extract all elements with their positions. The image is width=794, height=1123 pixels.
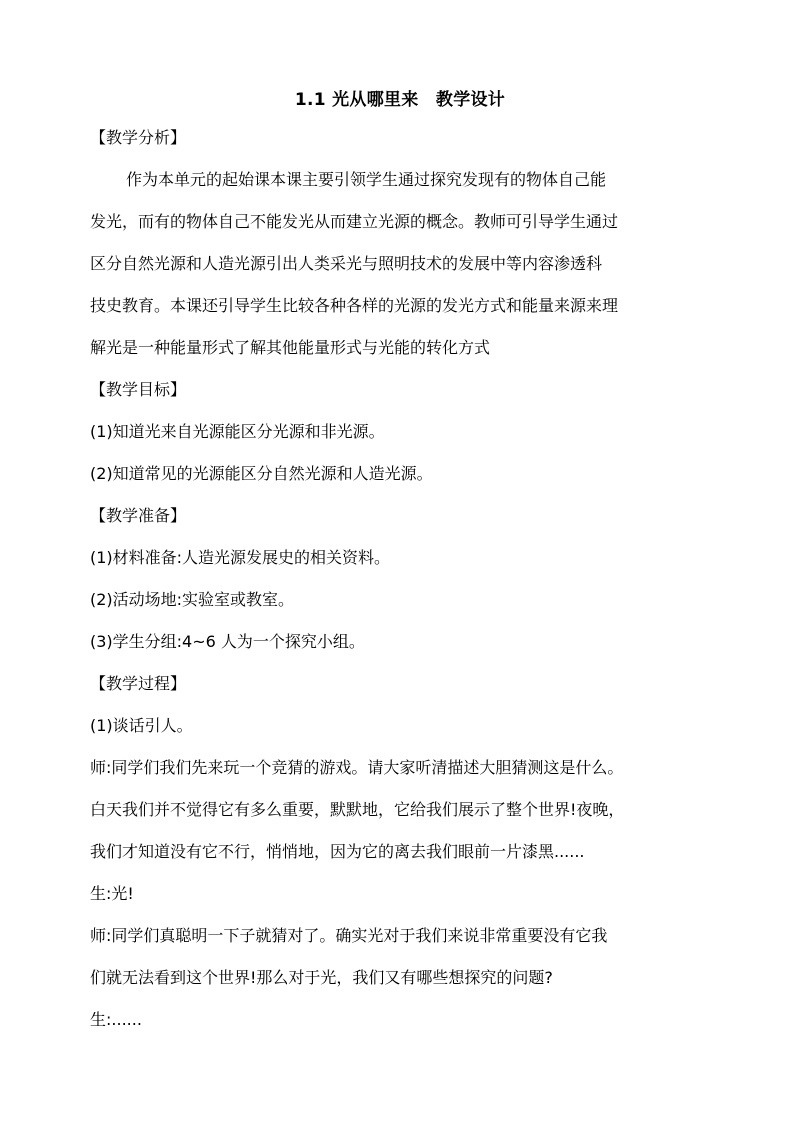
analysis-line: 作为本单元的起始课本课主要引领学生通过探究发现有的物体自己能	[126, 170, 607, 189]
teacher-line: 们就无法看到这个世界!那么对于光，我们又有哪些想探究的问题?	[90, 968, 553, 987]
document-title: 1.1 光从哪里来 教学设计	[294, 90, 506, 110]
objectives-heading: 【教学目标】	[90, 380, 187, 399]
analysis-line: 技史教育。本课还引导学生比较各种各样的光源的发光方式和能量来源来理	[90, 296, 619, 315]
preparation-item: (2)活动场地:实验室或教室。	[90, 590, 295, 609]
analysis-heading: 【教学分析】	[90, 128, 187, 147]
analysis-line: 区分自然光源和人造光源引出人类采光与照明技术的发展中等内容渗透科	[90, 254, 603, 273]
preparation-heading: 【教学准备】	[90, 506, 187, 525]
analysis-line: 发光，而有的物体自己不能发光从而建立光源的概念。教师可引导学生通过	[90, 212, 619, 231]
preparation-item: (3)学生分组:4~6 人为一个探究小组。	[90, 632, 365, 651]
preparation-item: (1)材料准备:人造光源发展史的相关资料。	[90, 548, 391, 567]
objective-item: (1)知道光来自光源能区分光源和非光源。	[90, 422, 385, 441]
process-heading: 【教学过程】	[90, 674, 187, 693]
teacher-line: 师:同学们我们先来玩一个竞猜的游戏。请大家听清描述大胆猜测这是什么。	[90, 758, 624, 777]
teacher-line: 白天我们并不觉得它有多么重要，默默地，它给我们展示了整个世界!夜晚，	[90, 800, 625, 819]
process-step: (1)谈话引人。	[90, 716, 193, 735]
student-line: 生:光!	[90, 884, 134, 903]
analysis-paragraph	[90, 159, 710, 369]
document-page	[90, 86, 710, 1052]
objective-item: (2)知道常见的光源能区分自然光源和人造光源。	[90, 464, 433, 483]
teacher-line: 我们才知道没有它不行，悄悄地，因为它的离去我们眼前一片漆黑......	[90, 842, 585, 861]
teacher-line: 师:同学们真聪明一下子就猜对了。确实光对于我们来说非常重要没有它我	[90, 926, 608, 945]
student-line: 生:......	[90, 1010, 142, 1029]
analysis-line: 解光是一种能量形式了解其他能量形式与光能的转化方式	[90, 338, 491, 357]
